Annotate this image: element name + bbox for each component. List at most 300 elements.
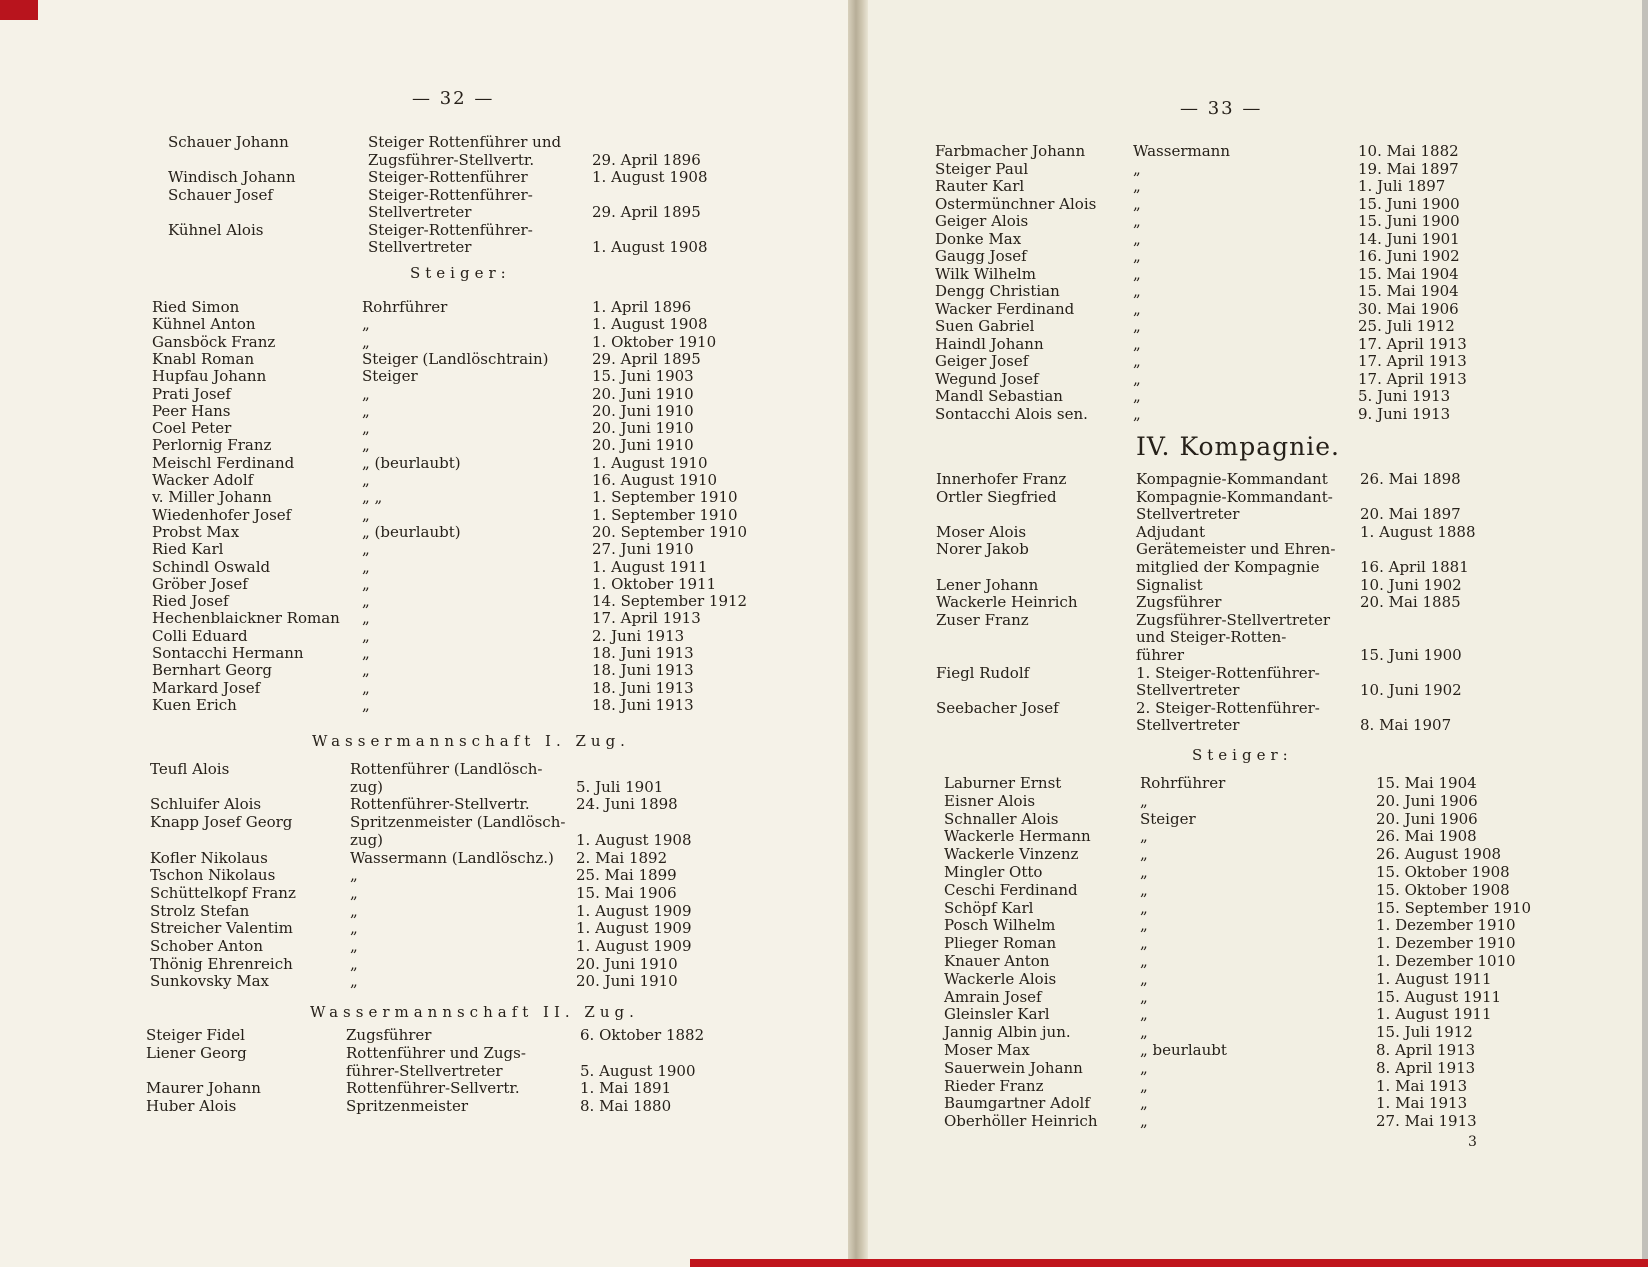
member-date: 15. Oktober 1908 — [1376, 880, 1510, 899]
member-role: Steiger (Landlöschtrain) — [362, 349, 549, 368]
member-role: „ — [362, 540, 370, 559]
member-name: Meischl Ferdinand — [152, 453, 295, 472]
member-date: 10. Juni 1902 — [1360, 575, 1462, 594]
member-date: 1. August 1908 — [592, 315, 708, 334]
member-role: Zugsführer-Stellvertr. — [368, 150, 535, 169]
member-role: „ — [1140, 845, 1148, 864]
member-date: 1. August 1909 — [576, 901, 692, 920]
member-date: 18. Juni 1913 — [592, 695, 694, 714]
member-name: Perlornig Franz — [152, 436, 272, 455]
member-role: 2. Steiger-Rottenführer- — [1136, 698, 1320, 717]
member-role: „ — [1140, 952, 1148, 970]
member-name: v. Miller Johann — [152, 488, 272, 507]
member-name: Schüttelkopf Franz — [150, 883, 296, 902]
member-role: „ — [362, 678, 370, 697]
member-role: Kompagnie-Kommandant- — [1136, 487, 1333, 506]
member-name: Probst Max — [152, 522, 240, 541]
member-date: 20. September 1910 — [592, 522, 748, 541]
member-date: 17. April 1913 — [1358, 352, 1467, 370]
member-date: 15. Mai 1904 — [1358, 264, 1459, 283]
roster-row — [868, 523, 1648, 541]
roster-row — [0, 1062, 848, 1080]
member-name: Prati Josef — [152, 384, 231, 403]
member-role: „ — [350, 954, 358, 973]
roster-row — [868, 470, 1648, 488]
member-role: „ — [362, 401, 370, 420]
roster-row — [868, 810, 1648, 828]
roster-row — [868, 282, 1648, 300]
member-date: 20. Juni 1910 — [592, 419, 694, 438]
roster-row — [0, 168, 848, 186]
roster-row — [868, 774, 1648, 792]
roster-row — [0, 221, 848, 239]
roster-row — [868, 1023, 1648, 1041]
member-role: „ — [1140, 863, 1148, 881]
member-name: Baumgartner Adolf — [944, 1094, 1090, 1113]
member-role: Steiger Rottenführer und — [368, 133, 562, 151]
member-role: „ — [1133, 282, 1141, 300]
roster-row — [868, 195, 1648, 213]
member-date: 1. August 1911 — [592, 557, 708, 576]
roster-row — [0, 760, 848, 778]
member-date: 15. Juni 1900 — [1360, 646, 1462, 664]
member-name: Bernhart Georg — [152, 661, 272, 680]
roster-row — [0, 955, 848, 973]
member-date: 8. Mai 1907 — [1360, 716, 1452, 735]
member-name: Mandl Sebastian — [935, 387, 1063, 405]
member-date: 26. August 1908 — [1376, 845, 1502, 864]
roster-row — [0, 1097, 848, 1115]
member-date: 1. Oktober 1911 — [592, 574, 717, 593]
member-role: „ — [362, 436, 370, 455]
member-role: „ — [350, 937, 358, 955]
member-date: 1. Oktober 1910 — [592, 332, 717, 351]
member-date: 1. August 1888 — [1360, 522, 1476, 541]
member-role: „ — [1140, 1094, 1148, 1113]
roster-row — [0, 902, 848, 920]
page-number-right: — 33 — — [1180, 98, 1263, 119]
member-role: Stellvertreter — [1136, 505, 1240, 524]
member-role: „ — [1133, 404, 1141, 423]
member-name: Laburner Ernst — [944, 774, 1062, 792]
member-role: Rottenführer-Stellvertr. — [350, 795, 530, 814]
member-role: „ — [362, 609, 370, 628]
member-role: „ — [350, 919, 358, 938]
member-name: Eisner Alois — [944, 791, 1036, 810]
member-role: „ — [350, 866, 358, 885]
roster-row — [868, 664, 1648, 682]
member-name: Amrain Josef — [944, 987, 1042, 1006]
member-role: „ — [1140, 1076, 1148, 1095]
member-name: Posch Wilhelm — [944, 916, 1056, 935]
member-role: und Steiger-Rotten- — [1136, 628, 1287, 647]
roster-row — [868, 1059, 1648, 1077]
roster-row — [0, 1044, 848, 1062]
member-role: „ — [1133, 177, 1141, 195]
member-date: 15. Juli 1912 — [1376, 1023, 1473, 1042]
member-name: Moser Max — [944, 1041, 1030, 1059]
member-date: 26. Mai 1898 — [1360, 470, 1461, 488]
member-date: 20. Mai 1897 — [1360, 505, 1461, 524]
member-date: 10. Mai 1882 — [1358, 142, 1459, 160]
member-date: 20. Juni 1910 — [592, 436, 694, 455]
roster-row — [868, 1077, 1648, 1095]
roster-row — [868, 881, 1648, 899]
member-date: 2. Mai 1892 — [576, 848, 668, 867]
member-name: Teufl Alois — [150, 760, 230, 778]
member-role: Spritzenmeister (Landlösch- — [350, 813, 566, 832]
roster-row — [0, 849, 848, 867]
roster-row — [868, 716, 1648, 734]
roster-row — [868, 160, 1648, 178]
member-name: Gleinsler Karl — [944, 1005, 1050, 1024]
roster-row — [868, 370, 1648, 388]
member-name: Donke Max — [935, 229, 1022, 248]
member-name: Knapp Josef Georg — [150, 813, 293, 832]
member-role: „ — [362, 332, 370, 351]
member-date: 18. Juni 1913 — [592, 661, 694, 680]
member-role: „ — [1133, 159, 1141, 178]
roster-row — [0, 186, 848, 204]
roster-row — [0, 937, 848, 955]
member-role: „ — [1133, 229, 1141, 248]
member-date: 20. Juni 1910 — [592, 384, 694, 403]
member-date: 1. Dezember 1910 — [1376, 934, 1516, 953]
member-date: 1. August 1908 — [592, 168, 708, 186]
roster-row — [868, 1112, 1648, 1130]
member-date: 15. Mai 1904 — [1376, 774, 1477, 792]
roster-row — [0, 609, 848, 627]
member-date: 27. Mai 1913 — [1376, 1112, 1477, 1131]
member-role: Steiger-Rottenführer- — [368, 220, 533, 239]
member-name: Geiger Alois — [935, 212, 1029, 230]
member-date: 16. Juni 1902 — [1358, 247, 1460, 265]
roster-row — [868, 247, 1648, 265]
roster-row — [0, 575, 848, 593]
roster-row — [0, 919, 848, 937]
member-name: Schindl Oswald — [152, 557, 271, 576]
roster-row — [868, 1005, 1648, 1023]
member-role: „ beurlaubt — [1140, 1041, 1227, 1059]
member-name: Ceschi Ferdinand — [944, 880, 1078, 899]
member-role: „ — [1140, 1023, 1148, 1042]
roster-row — [868, 142, 1648, 160]
member-date: 1. Dezember 1010 — [1376, 952, 1516, 970]
roster-row — [0, 419, 848, 437]
member-role: Signalist — [1136, 575, 1203, 594]
member-role: „ — [362, 574, 370, 593]
member-name: Mingler Otto — [944, 863, 1043, 881]
roster-row — [0, 813, 848, 831]
member-name: Zuser Franz — [936, 610, 1029, 629]
member-role: „ — [362, 626, 370, 645]
roster-row — [868, 934, 1648, 952]
member-role: „ — [1140, 791, 1148, 810]
member-name: Schluifer Alois — [150, 795, 262, 814]
member-name: Norer Jakob — [936, 540, 1029, 559]
member-role: Adjudant — [1136, 522, 1205, 541]
member-role: „ — [362, 384, 370, 403]
roster-row — [868, 177, 1648, 195]
member-date: 1. Dezember 1910 — [1376, 916, 1516, 935]
member-date: 29. April 1896 — [592, 150, 701, 169]
member-role: Zugsführer-Stellvertreter — [1136, 610, 1330, 629]
member-date: 17. April 1913 — [1358, 334, 1467, 353]
member-role: Stellvertreter — [368, 203, 472, 221]
member-name: Kuen Erich — [152, 695, 237, 714]
member-role: „ — [1140, 934, 1148, 953]
roster-row — [868, 863, 1648, 881]
member-date: 18. Juni 1913 — [592, 644, 694, 662]
member-role: Rohrführer — [1140, 774, 1226, 792]
member-name: Wackerle Alois — [944, 969, 1057, 988]
heading-steiger-left: Steiger: — [410, 264, 511, 282]
roster-row — [0, 661, 848, 679]
member-role: „ — [1140, 1112, 1148, 1131]
member-role: „ — [1133, 299, 1141, 318]
member-name: Gaugg Josef — [935, 247, 1027, 265]
member-role: „ — [350, 883, 358, 902]
member-role: zug) — [350, 830, 384, 849]
member-date: 17. April 1913 — [1358, 369, 1467, 388]
member-name: Wegund Josef — [935, 369, 1039, 388]
member-role: Steiger — [1140, 809, 1196, 828]
member-date: 20. Juni 1910 — [576, 972, 678, 991]
member-name: Ried Simon — [152, 298, 240, 316]
member-role: Gerätemeister und Ehren- — [1136, 540, 1336, 559]
member-name: Innerhofer Franz — [936, 470, 1067, 488]
roster-row — [868, 792, 1648, 810]
member-date: 14. September 1912 — [592, 592, 748, 611]
roster-row — [868, 505, 1648, 523]
member-role: „ „ — [362, 488, 383, 507]
member-date: 15. Juni 1900 — [1358, 212, 1460, 230]
member-name: Maurer Johann — [146, 1079, 261, 1098]
roster-row — [0, 402, 848, 420]
roster-row — [868, 317, 1648, 335]
member-name: Windisch Johann — [168, 168, 296, 186]
member-name: Dengg Christian — [935, 282, 1060, 300]
roster-row — [0, 558, 848, 576]
member-date: 15. Mai 1906 — [576, 883, 677, 902]
member-name: Rieder Franz — [944, 1076, 1044, 1095]
member-date: 29. April 1895 — [592, 203, 701, 221]
member-date: 27. Juni 1910 — [592, 540, 694, 559]
member-name: Plieger Roman — [944, 934, 1057, 953]
member-role: „ — [362, 505, 370, 524]
roster-row — [868, 352, 1648, 370]
member-name: Wackerle Vinzenz — [944, 845, 1079, 864]
member-date: 1. Mai 1913 — [1376, 1076, 1468, 1095]
roster-row — [0, 679, 848, 697]
member-date: 15. Juni 1900 — [1358, 194, 1460, 213]
roster-row — [868, 1041, 1648, 1059]
member-role: „ — [362, 419, 370, 438]
roster-row — [868, 827, 1648, 845]
roster-row — [868, 1094, 1648, 1112]
member-date: 16. August 1910 — [592, 471, 718, 489]
page-number-left: — 32 — — [412, 88, 495, 109]
member-role: Stellvertreter — [368, 238, 472, 256]
member-role: führer — [1136, 646, 1185, 664]
member-name: Huber Alois — [146, 1097, 237, 1116]
member-name: Kühnel Alois — [168, 220, 264, 239]
roster-row — [868, 540, 1648, 558]
member-date: 20. Juni 1906 — [1376, 791, 1478, 810]
roster-row — [0, 523, 848, 541]
roster-row — [0, 333, 848, 351]
roster-row — [868, 952, 1648, 970]
member-name: Strolz Stefan — [150, 901, 250, 920]
member-role: „ — [362, 557, 370, 576]
member-name: Geiger Josef — [935, 352, 1029, 370]
member-date: 1. August 1910 — [592, 453, 708, 472]
heading-iv-kompagnie: IV. Kompagnie. — [1136, 432, 1340, 461]
member-name: Sauerwein Johann — [944, 1058, 1083, 1077]
roster-row — [0, 151, 848, 169]
member-name: Schauer Josef — [168, 185, 273, 204]
member-date: 15. Mai 1904 — [1358, 282, 1459, 300]
member-date: 5. August 1900 — [580, 1061, 696, 1080]
roster-row — [868, 387, 1648, 405]
member-role: „ — [1133, 247, 1141, 265]
member-role: führer-Stellvertreter — [346, 1061, 503, 1080]
member-date: 10. Juni 1902 — [1360, 681, 1462, 700]
member-name: Haindl Johann — [935, 334, 1044, 353]
roster-row — [868, 970, 1648, 988]
roster-row — [868, 335, 1648, 353]
member-name: Wilk Wilhelm — [935, 264, 1036, 283]
member-date: 5. Juli 1901 — [576, 777, 664, 796]
member-role: „ (beurlaubt) — [362, 522, 461, 541]
member-date: 2. Juni 1913 — [592, 626, 685, 645]
roster-row — [868, 405, 1648, 423]
member-name: Farbmacher Johann — [935, 142, 1086, 160]
member-role: „ — [362, 695, 370, 714]
member-name: Hupfau Johann — [152, 367, 267, 386]
member-name: Peer Hans — [152, 401, 231, 420]
member-role: Kompagnie-Kommandant — [1136, 470, 1328, 488]
member-role: „ — [1133, 264, 1141, 283]
member-name: Ostermünchner Alois — [935, 194, 1097, 213]
roster-row — [0, 506, 848, 524]
member-date: 1. August 1911 — [1376, 1005, 1492, 1024]
roster-row — [868, 265, 1648, 283]
roster-row — [0, 385, 848, 403]
roster-row — [868, 611, 1648, 629]
member-role: Zugsführer — [346, 1026, 432, 1044]
member-role: Rottenführer (Landlösch- — [350, 760, 543, 778]
member-name: Gröber Josef — [152, 574, 248, 593]
member-role: Zugsführer — [1136, 593, 1222, 612]
member-name: Schöpf Karl — [944, 898, 1034, 917]
roster-row — [0, 203, 848, 221]
member-role: „ — [1133, 212, 1141, 230]
roster-row — [0, 238, 848, 256]
member-role: Steiger — [362, 367, 418, 386]
member-role: Rottenführer und Zugs- — [346, 1043, 526, 1062]
member-date: 25. Juli 1912 — [1358, 317, 1455, 335]
member-role: „ — [350, 901, 358, 920]
member-date: 15. Oktober 1908 — [1376, 863, 1510, 881]
member-role: Stellvertreter — [1136, 716, 1240, 735]
member-name: Ried Josef — [152, 592, 229, 611]
member-name: Sontacchi Hermann — [152, 644, 304, 662]
member-name: Sontacchi Alois sen. — [935, 404, 1088, 423]
roster-row — [0, 367, 848, 385]
roster-row — [0, 778, 848, 796]
member-name: Streicher Valentim — [150, 919, 293, 938]
member-name: Coel Peter — [152, 419, 232, 438]
member-date: 26. Mai 1908 — [1376, 827, 1477, 846]
member-role: „ — [362, 471, 370, 489]
heading-wassermannschaft-1: Wassermannschaft I. Zug. — [312, 732, 630, 750]
member-name: Fiegl Rudolf — [936, 663, 1030, 682]
roster-row — [868, 593, 1648, 611]
member-date: 1. April 1896 — [592, 298, 692, 316]
roster-row — [0, 592, 848, 610]
roster-row — [0, 884, 848, 902]
roster-row — [0, 133, 848, 151]
member-role: „ — [1133, 387, 1141, 405]
member-role: Stellvertreter — [1136, 681, 1240, 700]
member-date: 15. Juni 1903 — [592, 367, 694, 386]
member-role: „ — [1140, 827, 1148, 846]
member-name: Sunkovsky Max — [150, 972, 269, 991]
roster-row — [0, 436, 848, 454]
member-date: 1. September 1910 — [592, 505, 738, 524]
member-name: Markard Josef — [152, 678, 261, 697]
roster-row — [0, 1026, 848, 1044]
member-date: 30. Mai 1906 — [1358, 299, 1459, 318]
member-role: „ — [362, 644, 370, 662]
roster-row — [0, 866, 848, 884]
member-name: Oberhöller Heinrich — [944, 1112, 1098, 1131]
member-date: 1. August 1908 — [576, 830, 692, 849]
member-role: 1. Steiger-Rottenführer- — [1136, 663, 1320, 682]
member-name: Wackerle Heinrich — [936, 593, 1078, 612]
member-date: 16. April 1881 — [1360, 558, 1469, 576]
roster-row — [0, 696, 848, 714]
roster-row — [868, 699, 1648, 717]
member-role: mitglied der Kompagnie — [1136, 558, 1320, 576]
member-name: Ortler Siegfried — [936, 487, 1057, 506]
member-role: „ — [1133, 334, 1141, 353]
member-date: 1. Juli 1897 — [1358, 177, 1446, 195]
member-role: „ — [1140, 987, 1148, 1006]
roster-row — [0, 454, 848, 472]
member-name: Thönig Ehrenreich — [150, 954, 293, 973]
member-name: Gansböck Franz — [152, 332, 276, 351]
roster-row — [0, 350, 848, 368]
roster-row — [868, 300, 1648, 318]
member-role: zug) — [350, 777, 384, 796]
roster-row — [0, 1079, 848, 1097]
member-date: 8. Mai 1880 — [580, 1097, 672, 1116]
member-role: Wassermann — [1133, 142, 1230, 160]
roster-row — [868, 681, 1648, 699]
member-name: Knauer Anton — [944, 952, 1050, 970]
member-date: 29. April 1895 — [592, 349, 701, 368]
member-name: Schober Anton — [150, 937, 263, 955]
member-role: „ — [1140, 880, 1148, 899]
roster-row — [0, 831, 848, 849]
roster-row — [868, 212, 1648, 230]
member-role: „ — [1140, 916, 1148, 935]
member-name: Moser Alois — [936, 522, 1027, 541]
roster-row — [868, 899, 1648, 917]
roster-row — [0, 795, 848, 813]
